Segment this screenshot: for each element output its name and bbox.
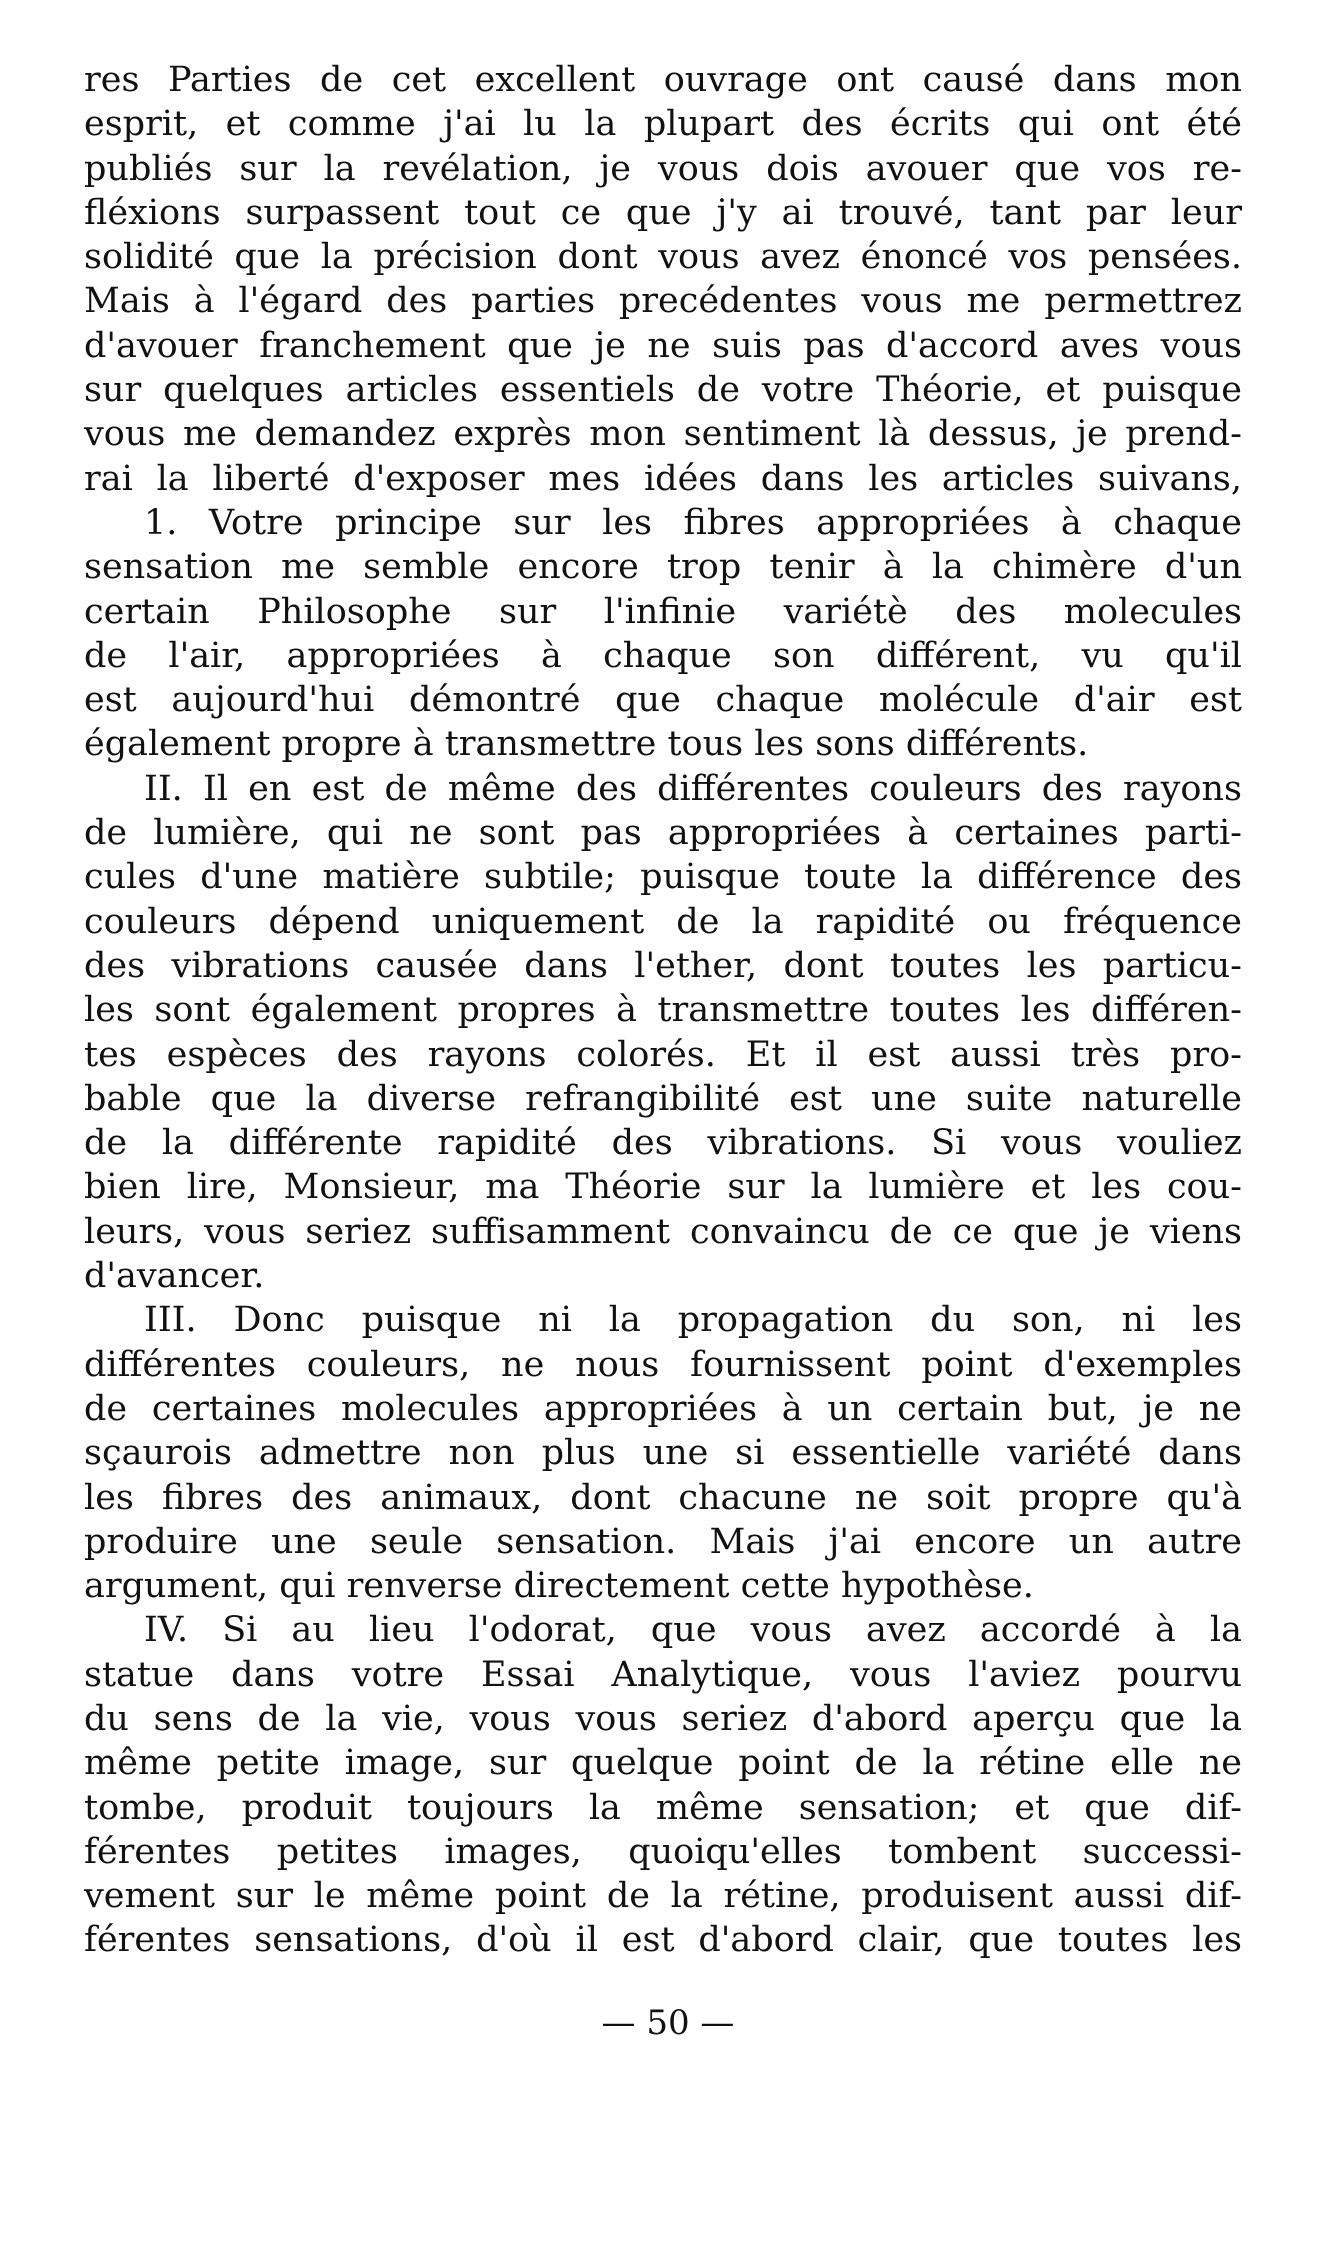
- text-line: férentes sensations, d'où il est d'abord clair, que toutes les: [84, 1920, 1242, 1961]
- text-line: d'avouer franchement que je ne suis pas d'accord aves vous: [84, 325, 1242, 366]
- text-line: de la différente rapidité des vibrations. Si vous vouliez: [84, 1123, 1242, 1164]
- text-line: certain Philosophe sur l'infinie variétè des molecules: [84, 591, 1242, 632]
- text-line: également propre à transmettre tous les sons différents.: [84, 724, 1089, 765]
- text-line: bien lire, Monsieur, ma Théorie sur la lumière et les cou-: [84, 1167, 1242, 1208]
- text-line: des vibrations causée dans l'ether, dont toutes les particu-: [84, 945, 1242, 986]
- text-line: bable que la diverse refrangibilité est une suite naturelle: [84, 1078, 1242, 1119]
- text-line: publiés sur la revélation, je vous dois avouer que vos re-: [84, 148, 1242, 189]
- text-line: est aujourd'hui démontré que chaque molécule d'air est: [84, 680, 1242, 721]
- text-line: sçaurois admettre non plus une si essentielle variété dans: [84, 1433, 1242, 1474]
- body-text: [84, 58, 1242, 1963]
- article-2-start: II. Il en est de même des différentes couleurs des rayons: [144, 768, 1242, 809]
- text-line: de certaines molecules appropriées à un certain but, je ne: [84, 1388, 1242, 1429]
- text-line: de l'air, appropriées à chaque son différent, vu qu'il: [84, 635, 1242, 676]
- page-number: — 50 —: [601, 2003, 735, 2043]
- text-line: leurs, vous seriez suffisamment convaincu de ce que je viens: [84, 1211, 1242, 1252]
- text-line: sensation me semble encore trop tenir à la chimère d'un: [84, 547, 1242, 588]
- text-line: même petite image, sur quelque point de la rétine elle ne: [84, 1743, 1242, 1784]
- text-line: rai la liberté d'exposer mes idées dans les articles suivans,: [84, 458, 1242, 499]
- text-line: statue dans votre Essai Analytique, vous l'aviez pourvu: [84, 1654, 1242, 1695]
- text-line: cules d'une matière subtile; puisque toute la différence des: [84, 857, 1242, 898]
- text-line: res Parties de cet excellent ouvrage ont causé dans mon: [84, 60, 1242, 100]
- text-line: esprit, et comme j'ai lu la plupart des écrits qui ont été: [84, 104, 1242, 145]
- text-line: vous me demandez exprès mon sentiment là dessus, je prend-: [84, 414, 1242, 455]
- text-line: argument, qui renverse directement cette hypothèse.: [84, 1566, 1034, 1607]
- text-line: solidité que la précision dont vous avez énoncé vos pensées.: [84, 237, 1242, 278]
- text-line: férentes petites images, quoiqu'elles tombent successi-: [84, 1831, 1242, 1872]
- text-line: les sont également propres à transmettre toutes les différen-: [84, 990, 1242, 1031]
- article-4-start: IV. Si au lieu l'odorat, que vous avez accordé à la: [144, 1610, 1242, 1651]
- text-line: d'avancer.: [84, 1256, 265, 1297]
- text-line: tes espèces des rayons colorés. Et il est aussi très pro-: [84, 1034, 1242, 1075]
- text-line: différentes couleurs, ne nous fournissent point d'exemples: [84, 1344, 1242, 1385]
- article-1-start: 1. Votre principe sur les fibres appropriées à chaque: [144, 502, 1242, 543]
- text-line: tombe, produit toujours la même sensation; et que dif-: [84, 1787, 1242, 1828]
- text-line: produire une seule sensation. Mais j'ai encore un autre: [84, 1521, 1242, 1562]
- text-line: du sens de la vie, vous vous seriez d'abord aperçu que la: [84, 1698, 1242, 1739]
- article-3-start: III. Donc puisque ni la propagation du son, ni les: [144, 1300, 1242, 1341]
- text-line: fléxions surpassent tout ce que j'y ai trouvé, tant par leur: [84, 192, 1242, 233]
- text-line: sur quelques articles essentiels de votre Théorie, et puisque: [84, 370, 1242, 411]
- text-line: les fibres des animaux, dont chacune ne soit propre qu'à: [84, 1477, 1242, 1518]
- text-line: couleurs dépend uniquement de la rapidité ou fréquence: [84, 901, 1242, 942]
- text-line: Mais à l'égard des parties precédentes vous me permettrez: [84, 281, 1242, 322]
- text-line: vement sur le même point de la rétine, produisent aussi dif-: [84, 1876, 1242, 1917]
- text-line: de lumière, qui ne sont pas appropriées à certaines parti-: [84, 813, 1242, 854]
